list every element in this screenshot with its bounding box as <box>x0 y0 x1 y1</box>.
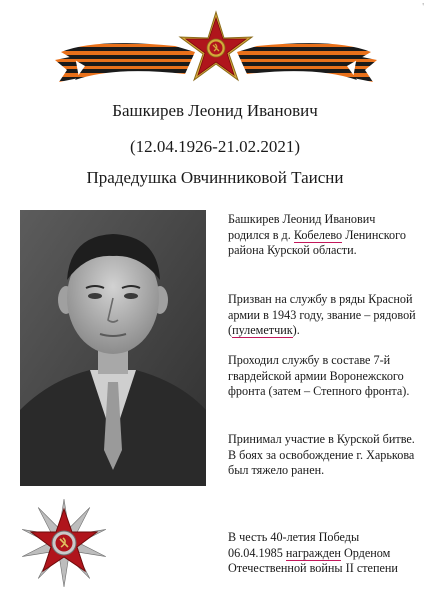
bio-paragraph-award <box>228 530 418 577</box>
person-name-title: Башкирев Леонид Иванович <box>112 101 318 120</box>
award-line: В честь 40-летия Победы <box>228 530 360 544</box>
dedication-line: Прадедушка Овчинниковой Таисни <box>86 168 344 187</box>
bio-text: Башкирев Леонид Иванович родился в д. <box>228 212 376 242</box>
bio-text: Призван на службу в ряды Красной армии в 1943 году, звание – рядовой ( <box>228 292 416 337</box>
bio-paragraph-battle: Принимал участие в Курской битве. В боях за освобождение г. Харькова был тяжело ранен. <box>228 432 415 477</box>
bio-paragraph-birth <box>228 212 418 259</box>
birthplace-highlight: Кобелево <box>293 227 343 242</box>
rank-highlight: пулеметчик <box>232 323 293 337</box>
award-date: 06.04.1985 <box>228 545 286 560</box>
portrait-photo <box>20 210 206 486</box>
bio-text: ). <box>292 323 300 337</box>
order-of-patriotic-war-icon <box>18 497 110 589</box>
bio-paragraph-service: Проходил службу в составе 7-й гвардейской армии Воронежского фронта (затем – Степного фронта). <box>228 353 410 398</box>
award-name: Орденом Отечественной войны II степени <box>228 545 398 575</box>
corner-mark: ' <box>422 2 424 13</box>
bio-paragraph-conscription <box>228 292 418 339</box>
life-dates: (12.04.1926-21.02.2021) <box>130 137 300 156</box>
bio-text: Ленинского района Курской области. <box>228 227 406 257</box>
st-george-ribbon-icon <box>55 8 377 90</box>
awarded-highlight: награжден <box>285 545 341 560</box>
